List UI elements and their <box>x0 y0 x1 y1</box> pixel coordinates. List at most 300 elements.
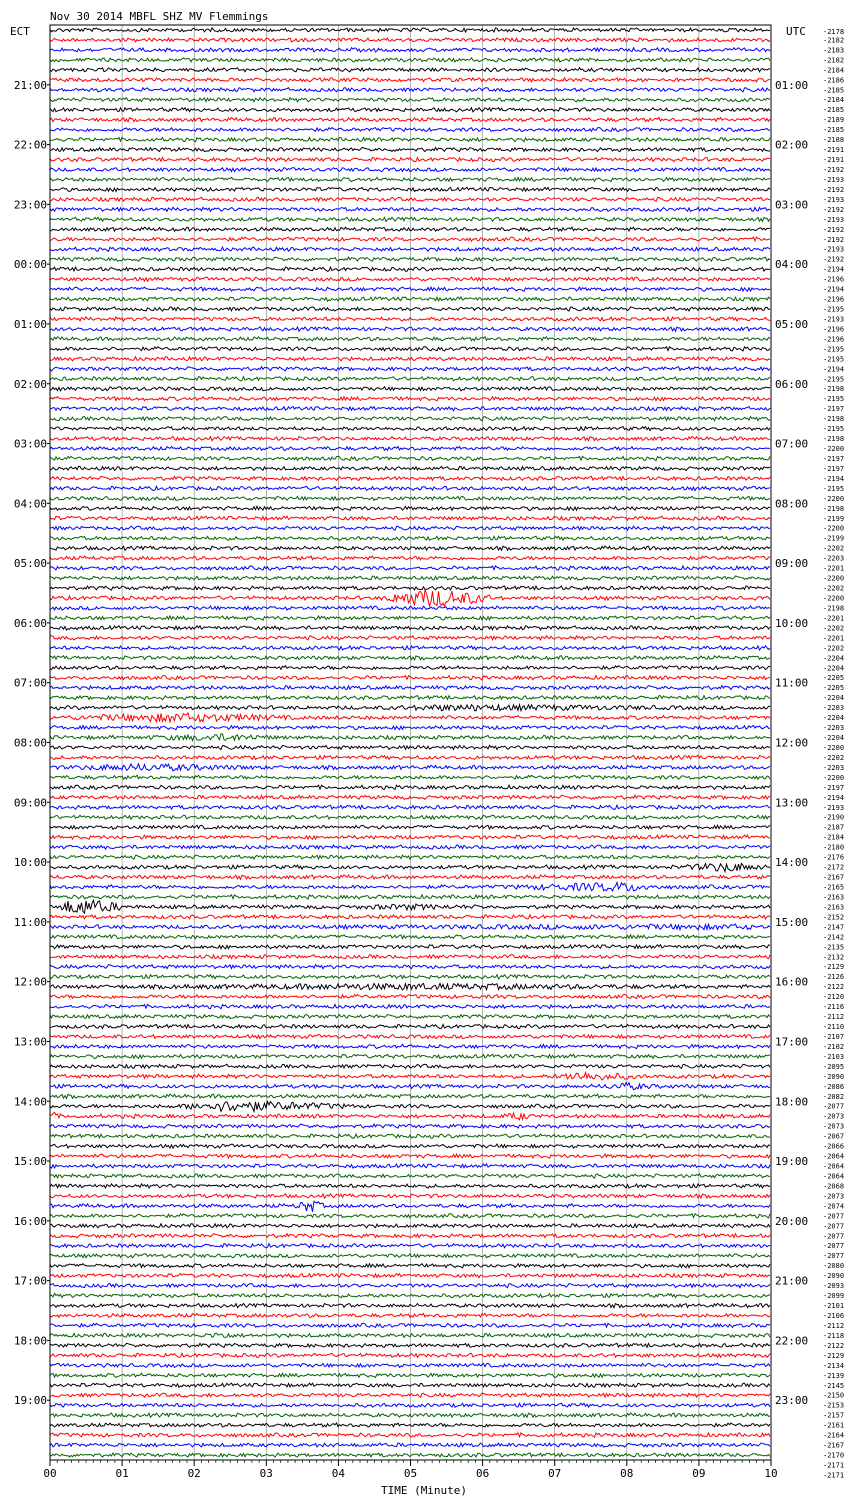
trace-line <box>50 1343 770 1347</box>
right-hour-label: 16:00 <box>775 975 809 989</box>
trace-offset-label: -2077 <box>823 1102 845 1111</box>
trace-line <box>50 1024 770 1028</box>
trace-offset-label: -2193 <box>823 175 845 184</box>
right-time-labels <box>775 79 808 1407</box>
trace-line <box>50 427 770 431</box>
trace-line <box>50 237 770 241</box>
trace-line <box>50 590 770 607</box>
right-hour-label: 01:00 <box>775 78 809 92</box>
trace-offset-label: -2192 <box>823 255 845 264</box>
trace-line <box>50 626 770 630</box>
trace-offset-label: -2193 <box>823 195 845 204</box>
trace-line <box>50 1004 770 1008</box>
trace-offset-label: -2198 <box>823 415 845 424</box>
trace-line <box>50 636 770 640</box>
left-hour-label: 03:00 <box>13 437 47 451</box>
trace-line <box>50 1015 770 1019</box>
right-hour-label: 10:00 <box>775 616 809 630</box>
trace-line <box>50 576 770 580</box>
trace-offset-label: -2198 <box>823 435 845 444</box>
trace-line <box>50 1294 770 1298</box>
trace-line <box>50 805 770 809</box>
trace-offset-label: -2203 <box>823 704 845 713</box>
trace-line <box>50 78 770 82</box>
trace-offset-label: -2126 <box>823 973 845 982</box>
trace-line <box>50 317 770 321</box>
trace-offset-label: -2203 <box>823 763 845 772</box>
left-time-labels <box>14 79 50 1407</box>
left-hour-label: 09:00 <box>13 796 47 810</box>
x-tick-label: 06 <box>475 1467 490 1480</box>
trace-offset-label: -2198 <box>823 504 845 513</box>
trace-offset-label: -2186 <box>823 76 845 85</box>
trace-line <box>50 347 770 351</box>
trace-offset-label: -2204 <box>823 664 845 673</box>
trace-line <box>50 845 770 849</box>
trace-line <box>50 775 770 779</box>
trace-offset-label: -2205 <box>823 674 845 683</box>
left-hour-label: 06:00 <box>13 616 47 630</box>
trace-line <box>50 1254 770 1258</box>
trace-line <box>50 68 770 72</box>
right-hour-label: 03:00 <box>775 198 809 212</box>
trace-offset-label: -2129 <box>823 1351 845 1360</box>
left-hour-label: 19:00 <box>13 1394 47 1408</box>
trace-offset-label: -2142 <box>823 933 845 942</box>
trace-offset-label: -2200 <box>823 773 845 782</box>
trace-offset-label: -2163 <box>823 893 845 902</box>
chart-title: Nov 30 2014 MBFL SHZ MV Flemmings <box>50 10 269 23</box>
trace-line <box>50 536 770 540</box>
left-hour-label: 17:00 <box>13 1274 47 1288</box>
trace-offset-label: -2080 <box>823 1262 845 1271</box>
trace-offset-label: -2202 <box>823 544 845 553</box>
trace-line <box>50 1073 770 1081</box>
trace-offset-label: -2068 <box>823 1182 845 1191</box>
trace-offset-label: -2197 <box>823 464 845 473</box>
right-hour-label: 08:00 <box>775 497 809 511</box>
trace-offset-label: -2189 <box>823 116 845 125</box>
trace-line <box>50 108 770 112</box>
trace-line <box>50 327 770 331</box>
trace-line <box>50 148 770 152</box>
trace-offset-label: -2073 <box>823 1112 845 1121</box>
trace-line <box>50 666 770 670</box>
trace-offset-label: -2165 <box>823 883 845 892</box>
trace-offset-label: -2191 <box>823 156 845 165</box>
x-tick-label: 00 <box>43 1467 57 1480</box>
trace-line <box>50 855 770 859</box>
trace-offset-label: -2129 <box>823 963 845 972</box>
trace-offset-label: -2196 <box>823 325 845 334</box>
trace-offset-label: -2200 <box>823 524 845 533</box>
trace-offset-label: -2077 <box>823 1252 845 1261</box>
trace-offset-label: -2198 <box>823 385 845 394</box>
right-hour-label: 06:00 <box>775 377 809 391</box>
trace-offset-label: -2106 <box>823 1312 845 1321</box>
trace-line <box>50 277 770 281</box>
x-tick-label: 08 <box>620 1467 634 1480</box>
left-hour-label: 23:00 <box>13 198 47 212</box>
right-hour-label: 09:00 <box>775 557 809 571</box>
trace-line <box>50 28 770 32</box>
trace-offset-label: -2066 <box>823 1142 845 1151</box>
trace-line <box>50 1284 770 1288</box>
trace-offset-label: -2093 <box>823 1282 845 1291</box>
trace-line <box>50 407 770 411</box>
x-tick-label: 10 <box>764 1467 778 1480</box>
trace-line <box>50 1083 770 1090</box>
trace-offset-label: -2145 <box>823 1381 845 1390</box>
trace-line <box>50 1274 770 1278</box>
trace-line <box>50 38 770 42</box>
trace-line <box>50 367 770 371</box>
trace-offset-label: -2197 <box>823 783 845 792</box>
trace-offset-label: -2074 <box>823 1202 845 1211</box>
trace-line <box>50 1303 770 1307</box>
left-hour-label: 00:00 <box>13 258 47 272</box>
trace-line <box>50 676 770 680</box>
trace-offset-label: -2194 <box>823 285 845 294</box>
trace-line <box>50 1234 770 1238</box>
trace-offset-label: -2172 <box>823 863 845 872</box>
trace-line <box>50 476 770 480</box>
trace-offset-label: -2188 <box>823 136 845 145</box>
trace-offset-label: -2116 <box>823 1003 845 1012</box>
trace-line <box>50 895 770 899</box>
trace-line <box>50 1035 770 1039</box>
trace-offset-label: -2192 <box>823 205 845 214</box>
trace-offset-label: -2195 <box>823 484 845 493</box>
trace-line <box>50 137 770 141</box>
x-tick-label: 01 <box>115 1467 129 1480</box>
trace-line <box>50 1134 770 1138</box>
trace-offset-label: -2082 <box>823 1092 845 1101</box>
x-tick-label: 03 <box>259 1467 273 1480</box>
trace-line <box>50 1064 770 1068</box>
trace-line <box>50 1124 770 1128</box>
trace-line <box>50 1094 770 1098</box>
trace-line <box>50 546 770 550</box>
trace-line <box>50 397 770 401</box>
trace-line <box>50 466 770 470</box>
trace-line <box>50 486 770 490</box>
trace-offset-label: -2170 <box>823 1451 845 1460</box>
trace-offset-label: -2202 <box>823 584 845 593</box>
trace-line <box>50 357 770 361</box>
trace-offset-label: -2139 <box>823 1371 845 1380</box>
x-axis-label: TIME (Minute) <box>380 1484 468 1497</box>
trace-offset-label: -2167 <box>823 873 845 882</box>
trace-line <box>50 656 770 660</box>
trace-line <box>50 128 770 132</box>
trace-offset-label: -2203 <box>823 724 845 733</box>
x-tick-label: 07 <box>548 1467 562 1480</box>
trace-line <box>50 924 770 930</box>
trace-line <box>50 197 770 201</box>
trace-line <box>50 883 770 891</box>
right-hour-label: 22:00 <box>775 1334 809 1348</box>
trace-offset-label: -2112 <box>823 1013 845 1022</box>
trace-offset-label: -2193 <box>823 803 845 812</box>
trace-line <box>50 257 770 261</box>
trace-line <box>50 287 770 291</box>
trace-line <box>50 1174 770 1178</box>
trace-line <box>50 900 770 913</box>
trace-offset-label: -2184 <box>823 833 845 842</box>
trace-offset-label: -2194 <box>823 365 845 374</box>
trace-offset-label: -2198 <box>823 604 845 613</box>
trace-line <box>50 1373 770 1377</box>
trace-offset-label: -2191 <box>823 146 845 155</box>
trace-line <box>50 516 770 520</box>
trace-offset-label: -2110 <box>823 1023 845 1032</box>
trace-line <box>50 496 770 500</box>
trace-offset-label: -2150 <box>823 1391 845 1400</box>
trace-offset-label: -2120 <box>823 993 845 1002</box>
trace-offset-label: -2193 <box>823 315 845 324</box>
right-hour-label: 02:00 <box>775 138 809 152</box>
right-hour-label: 17:00 <box>775 1035 809 1049</box>
trace-line <box>50 1403 770 1407</box>
left-hour-label: 14:00 <box>13 1095 47 1109</box>
trace-offset-label: -2077 <box>823 1232 845 1241</box>
right-hour-label: 04:00 <box>775 258 809 272</box>
trace-line <box>50 875 770 879</box>
trace-offset-label: -2187 <box>823 823 845 832</box>
trace-offset-label: -2073 <box>823 1192 845 1201</box>
trace-line <box>50 556 770 560</box>
trace-offset-label: -2200 <box>823 494 845 503</box>
trace-offset-label: -2201 <box>823 614 845 623</box>
trace-line <box>50 506 770 510</box>
trace-line <box>50 586 770 590</box>
trace-offset-label: -2185 <box>823 106 845 115</box>
trace-offset-label: -2200 <box>823 594 845 603</box>
trace-offset-label: -2067 <box>823 1132 845 1141</box>
trace-offset-label: -2064 <box>823 1172 845 1181</box>
right-hour-label: 19:00 <box>775 1155 809 1169</box>
trace-offset-label: -2073 <box>823 1122 845 1131</box>
trace-line <box>50 616 770 620</box>
trace-line <box>50 696 770 700</box>
left-hour-label: 21:00 <box>13 78 47 92</box>
trace-line <box>50 88 770 92</box>
trace-line <box>50 98 770 102</box>
trace-offset-label: -2195 <box>823 345 845 354</box>
left-hour-label: 12:00 <box>13 975 47 989</box>
trace-line <box>50 1443 770 1447</box>
trace-line <box>50 417 770 421</box>
right-hour-label: 12:00 <box>775 736 809 750</box>
trace-offset-label: -2077 <box>823 1242 845 1251</box>
trace-line <box>50 168 770 172</box>
left-hour-label: 11:00 <box>13 915 47 929</box>
left-hour-label: 10:00 <box>13 856 47 870</box>
trace-line <box>50 725 770 729</box>
trace-line <box>50 158 770 162</box>
trace-line <box>50 1333 770 1337</box>
trace-offset-label: -2182 <box>823 56 845 65</box>
trace-line <box>50 935 770 939</box>
trace-offset-label: -2192 <box>823 165 845 174</box>
trace-line <box>50 1112 770 1119</box>
trace-line <box>50 1423 770 1427</box>
trace-offset-label: -2134 <box>823 1361 845 1370</box>
trace-offset-label: -2195 <box>823 425 845 434</box>
trace-line <box>50 1353 770 1357</box>
trace-offset-label: -2132 <box>823 953 845 962</box>
left-hour-label: 01:00 <box>13 317 47 331</box>
trace-offset-label: -2152 <box>823 913 845 922</box>
trace-offset-label: -2193 <box>823 215 845 224</box>
trace-line <box>50 1433 770 1437</box>
trace-offset-label: -2171 <box>823 1471 845 1480</box>
right-hour-label: 18:00 <box>775 1095 809 1109</box>
trace-offset-label: -2196 <box>823 275 845 284</box>
trace-line <box>50 983 770 990</box>
trace-line <box>50 1154 770 1158</box>
trace-line <box>50 1244 770 1248</box>
trace-offset-label: -2203 <box>823 554 845 563</box>
trace-line <box>50 606 770 610</box>
trace-line <box>50 48 770 52</box>
trace-offset-label: -2135 <box>823 943 845 952</box>
right-hour-label: 21:00 <box>775 1274 809 1288</box>
trace-offset-label: -2112 <box>823 1321 845 1330</box>
trace-line <box>50 755 770 759</box>
trace-offset-label: -2201 <box>823 634 845 643</box>
trace-offset-label: -2193 <box>823 245 845 254</box>
trace-offset-label: -2102 <box>823 1042 845 1051</box>
trace-offset-label: -2164 <box>823 1431 845 1440</box>
trace-line <box>50 1164 770 1168</box>
left-hour-label: 08:00 <box>13 736 47 750</box>
trace-line <box>50 835 770 839</box>
trace-line <box>50 745 770 749</box>
trace-line <box>50 387 770 391</box>
trace-line <box>50 446 770 450</box>
trace-line <box>50 863 770 871</box>
left-hour-label: 18:00 <box>13 1334 47 1348</box>
x-tick-label: 02 <box>187 1467 201 1480</box>
trace-offset-label: -2201 <box>823 564 845 573</box>
right-hour-label: 14:00 <box>775 856 809 870</box>
left-hour-label: 13:00 <box>13 1035 47 1049</box>
trace-line <box>50 217 770 221</box>
trace-line <box>50 187 770 191</box>
right-hour-label: 15:00 <box>775 915 809 929</box>
trace-line <box>50 1101 770 1111</box>
x-tick-label: 09 <box>692 1467 706 1480</box>
trace-line <box>50 1383 770 1387</box>
trace-line <box>50 815 770 819</box>
trace-offset-label: -2192 <box>823 225 845 234</box>
trace-offset-label: -2153 <box>823 1401 845 1410</box>
trace-offset-label: -2204 <box>823 734 845 743</box>
trace-line <box>50 1413 770 1417</box>
trace-offset-label: -2195 <box>823 305 845 314</box>
x-axis <box>43 1460 777 1480</box>
trace-offset-label: -2194 <box>823 793 845 802</box>
right-axis-label: UTC <box>786 25 806 38</box>
trace-offset-label: -2095 <box>823 1062 845 1071</box>
trace-offset-label: -2064 <box>823 1152 845 1161</box>
trace-offset-label: -2184 <box>823 96 845 105</box>
trace-offset-label: -2086 <box>823 1082 845 1091</box>
trace-offset-label: -2195 <box>823 375 845 384</box>
trace-line <box>50 207 770 211</box>
trace-offset-labels <box>823 36 844 1479</box>
trace-offset-label: -2195 <box>823 355 845 364</box>
trace-line <box>50 646 770 650</box>
trace-offset-label: -2194 <box>823 265 845 274</box>
trace-offset-label: -2157 <box>823 1411 845 1420</box>
trace-offset-label: -2196 <box>823 295 845 304</box>
trace-line <box>50 436 770 440</box>
trace-line <box>50 1323 770 1327</box>
trace-line <box>50 825 770 829</box>
trace-line <box>50 1214 770 1218</box>
left-hour-label: 07:00 <box>13 676 47 690</box>
trace-line <box>50 1194 770 1198</box>
trace-line <box>50 705 770 711</box>
trace-offset-label: -2103 <box>823 1052 845 1061</box>
trace-line <box>50 785 770 789</box>
trace-line <box>50 297 770 301</box>
right-hour-label: 11:00 <box>775 676 809 690</box>
trace-offset-label: -2197 <box>823 405 845 414</box>
left-hour-label: 16:00 <box>13 1214 47 1228</box>
trace-line <box>50 307 770 311</box>
trace-line <box>50 1363 770 1367</box>
trace-offset-label: -2176 <box>823 853 845 862</box>
trace-line <box>50 686 770 690</box>
trace-offset-label: -2185 <box>823 126 845 135</box>
trace-line <box>50 713 770 722</box>
trace-line <box>50 566 770 570</box>
trace-line <box>50 267 770 271</box>
trace-offset-label: -2107 <box>823 1032 845 1041</box>
trace-line <box>50 1044 770 1048</box>
trace-offset-label: -2147 <box>823 923 845 932</box>
trace-offset-label: -2192 <box>823 235 845 244</box>
trace-line <box>50 994 770 998</box>
trace-offset-label: -2182 <box>823 36 845 45</box>
trace-offset-label: -2196 <box>823 335 845 344</box>
right-hour-label: 23:00 <box>775 1394 809 1408</box>
trace-offset-label: -2180 <box>823 843 845 852</box>
trace-offset-label: -2199 <box>823 514 845 523</box>
left-axis-label: ECT <box>10 25 30 38</box>
trace-line <box>50 764 770 771</box>
left-hour-label: 04:00 <box>13 497 47 511</box>
right-hour-label: 07:00 <box>775 437 809 451</box>
trace-offset-label: -2199 <box>823 534 845 543</box>
trace-offset-label: -2185 <box>823 86 845 95</box>
trace-offset-label: -2205 <box>823 684 845 693</box>
trace-line <box>50 734 770 741</box>
trace-offset-label: -2197 <box>823 454 845 463</box>
trace-offset-label: -2099 <box>823 1292 845 1301</box>
left-hour-label: 22:00 <box>13 138 47 152</box>
trace-line <box>50 915 770 919</box>
trace-line <box>50 1264 770 1268</box>
trace-offset-label: -2204 <box>823 694 845 703</box>
trace-line <box>50 965 770 969</box>
trace-line <box>50 1224 770 1228</box>
trace-offset-label: -2163 <box>823 903 845 912</box>
